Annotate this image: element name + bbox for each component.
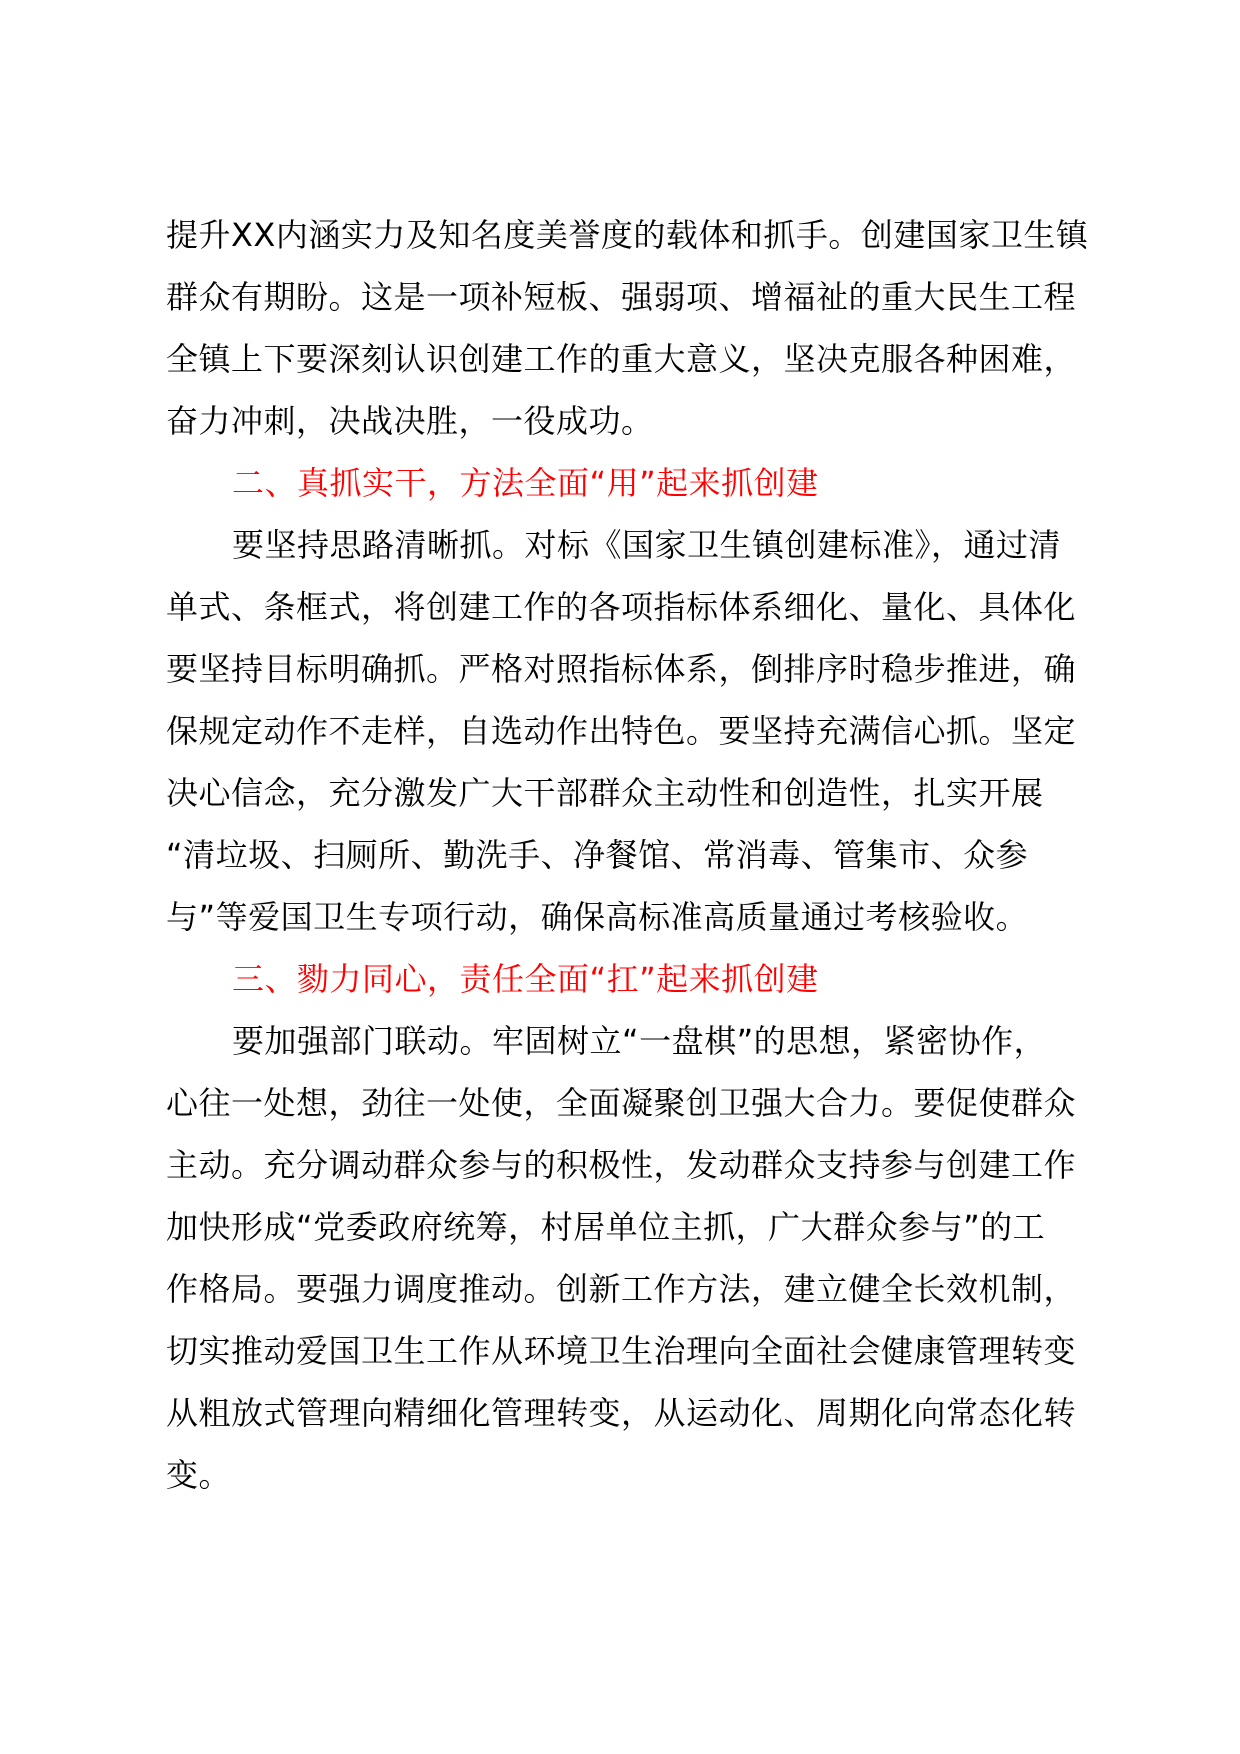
paragraph-intro — [166, 204, 1098, 452]
text-line: 群众有期盼。这是一项补短板、强弱项、增福祉的重大民生工程 — [166, 278, 1077, 316]
text-line: 心往一处想，劲往一处使，全面凝聚创卫强大合力。要促使群众 — [166, 1084, 1077, 1122]
text-line: 全镇上下要深刻认识创建工作的重大意义，坚决克服各种困难， — [166, 340, 1077, 378]
paragraph-section-3 — [166, 1010, 1098, 1506]
text-line: 要坚持思路清晰抓。对标《国家卫生镇创建标准》，通过清 — [232, 526, 1062, 564]
text-line: 切实推动爱国卫生工作从环境卫生治理向全面社会健康管理转变 — [166, 1332, 1077, 1370]
text-line: 作格局。要强力调度推动。创新工作方法，建立健全长效机制， — [166, 1270, 1077, 1308]
text-line: 提升XX内涵实力及知名度美誉度的载体和抓手。创建国家卫生镇 — [166, 216, 1089, 254]
text-line: 奋力冲刺，决战决胜，一役成功。 — [166, 402, 654, 440]
section-heading-3: 三、勠力同心，责任全面“扛”起来抓创建 — [232, 960, 819, 998]
section-heading-2: 二、真抓实干，方法全面“用”起来抓创建 — [232, 464, 819, 502]
text-line: 加快形成“党委政府统筹，村居单位主抓，广大群众参与”的工 — [166, 1208, 1046, 1246]
paragraph-section-2 — [166, 514, 1098, 948]
text-line: 要坚持目标明确抓。严格对照指标体系，倒排序时稳步推进，确 — [166, 650, 1077, 688]
text-line: 保规定动作不走样，自选动作出特色。要坚持充满信心抓。坚定 — [166, 712, 1077, 750]
text-line: 要加强部门联动。牢固树立“一盘棋”的思想，紧密协作， — [232, 1022, 1047, 1060]
text-line: 决心信念，充分激发广大干部群众主动性和创造性，扎实开展 — [166, 774, 1044, 812]
text-line: “清垃圾、扫厕所、勤洗手、净餐馆、常消毒、管集市、众参 — [166, 836, 1029, 874]
text-line: 主动。充分调动群众参与的积极性，发动群众支持参与创建工作 — [166, 1146, 1077, 1184]
text-line: 变。 — [166, 1456, 232, 1494]
text-line: 单式、条框式，将创建工作的各项指标体系细化、量化、具体化 — [166, 588, 1077, 626]
document-page — [166, 204, 1098, 1506]
text-line: 从粗放式管理向精细化管理转变，从运动化、周期化向常态化转 — [166, 1394, 1077, 1432]
text-line: 与”等爱国卫生专项行动，确保高标准高质量通过考核验收。 — [166, 898, 1029, 936]
